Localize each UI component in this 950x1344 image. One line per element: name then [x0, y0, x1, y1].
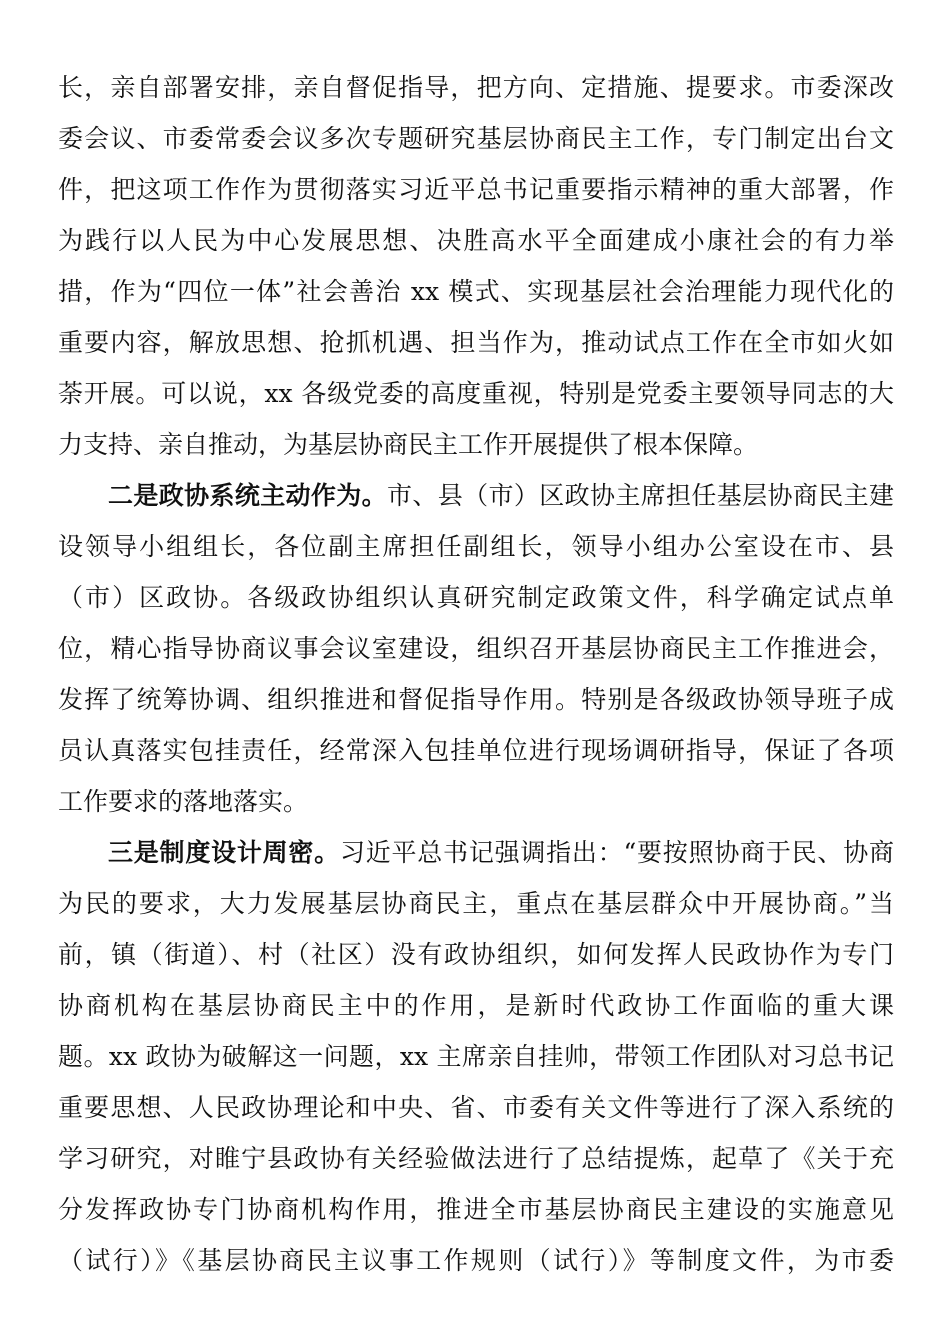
text-line: 荼开展。可以说，xx 各级党委的高度重视，特别是党委主要领导同志的大	[58, 379, 894, 408]
text-line: 题。xx 政协为破解这一问题，xx 主席亲自挂帅，带领工作团队对习总书记	[58, 1042, 894, 1071]
text-line: 前，镇（街道）、村（社区）没有政协组织，如何发挥人民政协作为专门	[58, 940, 894, 969]
text-line: 学习研究，对睢宁县政协有关经验做法进行了总结提炼，起草了《关于充	[58, 1144, 894, 1173]
text-line: 长，亲自部署安排，亲自督促指导，把方向、定措施、提要求。市委深改	[58, 73, 894, 102]
text-line: 力支持、亲自推动，为基层协商民主工作开展提供了根本保障。	[58, 430, 759, 459]
text-line-first	[108, 833, 894, 873]
text-run: 习近平总书记强调指出：“要按照协商于民、协商	[339, 838, 894, 867]
text-line: 为践行以人民为中心发展思想、决胜高水平全面建成小康社会的有力举	[58, 226, 894, 255]
text-line: 设领导小组组长，各位副主席担任副组长，领导小组办公室设在市、县	[58, 532, 894, 561]
text-line: 重要思想、人民政协理论和中央、省、市委有关文件等进行了深入系统的	[58, 1093, 894, 1122]
text-line-first	[108, 476, 894, 516]
text-run: 市、县（市）区政协主席担任基层协商民主建	[387, 481, 894, 510]
text-line: 发挥了统筹协调、组织推进和督促指导作用。特别是各级政协领导班子成	[58, 685, 894, 714]
text-line: 件，把这项工作作为贯彻落实习近平总书记重要指示精神的重大部署，作	[58, 175, 894, 204]
paragraph-heading: 二是政协系统主动作为。	[108, 481, 388, 510]
text-line: 措，作为“四位一体”社会善治 xx 模式、实现基层社会治理能力现代化的	[58, 277, 894, 306]
text-line: 重要内容，解放思想、抢抓机遇、担当作为，推动试点工作在全市如火如	[58, 328, 894, 357]
text-line: 员认真落实包挂责任，经常深入包挂单位进行现场调研指导，保证了各项	[58, 736, 894, 765]
text-line: （试行）》《基层协商民主议事工作规则（试行）》等制度文件，为市委	[58, 1246, 894, 1275]
text-line: 位，精心指导协商议事会议室建设，组织召开基层协商民主工作推进会，	[58, 634, 894, 663]
text-line: 委会议、市委常委会议多次专题研究基层协商民主工作，专门制定出台文	[58, 124, 894, 153]
paragraph-heading: 三是制度设计周密。	[108, 838, 340, 867]
text-line: 协商机构在基层协商民主中的作用，是新时代政协工作面临的重大课	[58, 991, 894, 1020]
text-line: 工作要求的落地落实。	[58, 787, 309, 816]
text-line: 分发挥政协专门协商机构作用，推进全市基层协商民主建设的实施意见	[58, 1195, 894, 1224]
text-line: （市）区政协。各级政协组织认真研究制定政策文件，科学确定试点单	[58, 583, 894, 612]
text-line: 为民的要求，大力发展基层协商民主，重点在基层群众中开展协商。”当	[58, 889, 894, 918]
